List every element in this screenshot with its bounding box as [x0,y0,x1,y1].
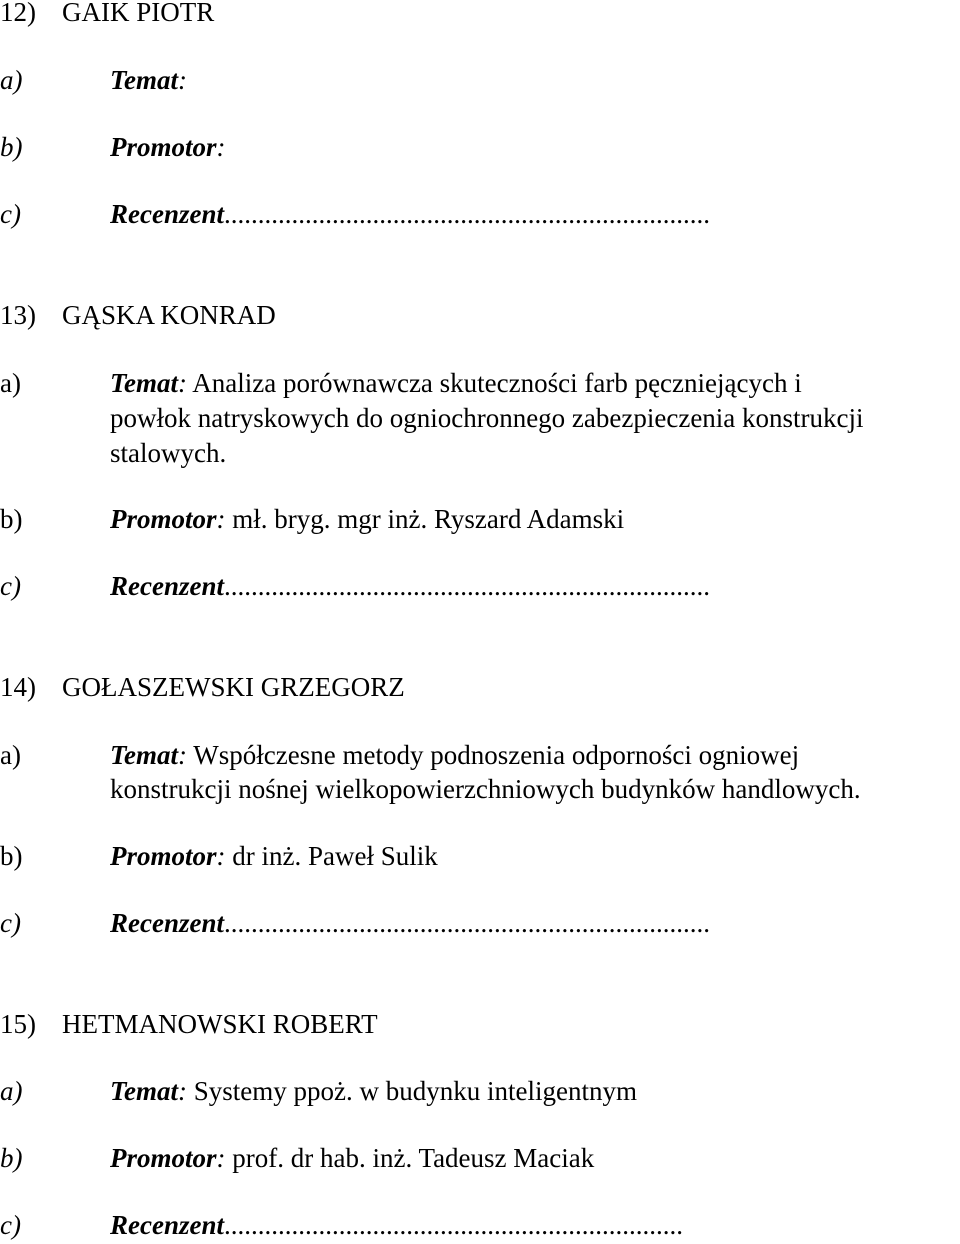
entry-15-temat: a) Temat: Systemy ppoż. w budynku inteligentnym [0,1076,637,1106]
item-marker: a) [0,1076,23,1106]
promotor-text: prof. dr hab. inż. Tadeusz Maciak [232,1143,595,1173]
temat-label: Temat [110,1076,179,1106]
item-marker: c) [0,571,21,601]
temat-text: Analiza porównawcza skuteczności farb pęczniejących i [192,368,802,398]
temat-text-line: powłok natryskowych do ogniochronnego zabezpieczenia konstrukcji [110,403,864,433]
entry-15-promotor: b) Promotor: prof. dr hab. inż. Tadeusz Maciak [0,1143,595,1173]
entry-number: 12) [0,0,36,27]
temat-text: Systemy ppoż. w budynku inteligentnym [193,1076,637,1106]
recenzent-label: Recenzent [110,908,224,938]
recenzent-dots: ........................................................................ [224,571,710,601]
entry-13-temat: a) Temat: Analiza porównawcza skuteczności farb pęczniejących i [0,368,802,398]
entry-13-promotor: b) Promotor: mł. bryg. mgr inż. Ryszard Adamski [0,504,625,534]
entry-14-heading [0,671,405,703]
entry-number: 15) [0,1009,36,1039]
recenzent-dots: ........................................................................ [224,908,710,938]
recenzent-label: Recenzent [110,571,224,601]
item-marker: b) [0,1143,23,1173]
item-marker: a) [0,65,23,95]
temat-label: Temat [110,65,179,95]
entry-number: 13) [0,300,36,330]
recenzent-label: Recenzent [110,199,224,229]
entry-13-recenzent [0,570,710,602]
entry-15-heading [0,1008,378,1040]
temat-text-line: stalowych. [110,438,227,468]
promotor-label: Promotor [110,504,217,534]
recenzent-label: Recenzent [110,1210,224,1240]
item-marker: b) [0,841,23,871]
entry-13-heading [0,299,276,331]
entry-14-promotor: b) Promotor: dr inż. Paweł Sulik [0,841,438,871]
student-name: GOŁASZEWSKI GRZEGORZ [62,672,405,702]
entry-12-temat: a) Temat: [0,65,188,95]
temat-label: Temat [110,740,179,770]
entry-12-promotor: b) Promotor: [0,132,226,162]
item-marker: c) [0,1210,21,1240]
entry-number: 14) [0,672,36,702]
promotor-text: dr inż. Paweł Sulik [232,841,438,871]
item-marker: a) [0,740,21,770]
promotor-text: mł. bryg. mgr inż. Ryszard Adamski [232,504,625,534]
student-name: GĄSKA KONRAD [62,300,276,330]
student-name: HETMANOWSKI ROBERT [62,1009,378,1039]
promotor-label: Promotor [110,132,217,162]
promotor-label: Promotor [110,841,217,871]
entry-12-heading [0,0,214,28]
student-name: GAIK PIOTR [62,0,215,27]
item-marker: c) [0,908,21,938]
entry-12-recenzent [0,198,710,230]
temat-label: Temat [110,368,179,398]
entry-15-recenzent [0,1209,683,1241]
temat-text-line: konstrukcji nośnej wielkopowierzchniowych budynków handlowych. [110,774,861,804]
item-marker: b) [0,504,23,534]
recenzent-dots: .................................................................... [224,1210,683,1240]
item-marker: c) [0,199,21,229]
entry-14-temat: a) Temat: Współczesne metody podnoszenia odporności ogniowej [0,740,800,770]
item-marker: b) [0,132,23,162]
promotor-label: Promotor [110,1143,217,1173]
entry-14-recenzent [0,907,710,939]
item-marker: a) [0,368,21,398]
recenzent-dots: ........................................................................ [224,199,710,229]
temat-text: Współczesne metody podnoszenia odporności ogniowej [193,740,800,770]
